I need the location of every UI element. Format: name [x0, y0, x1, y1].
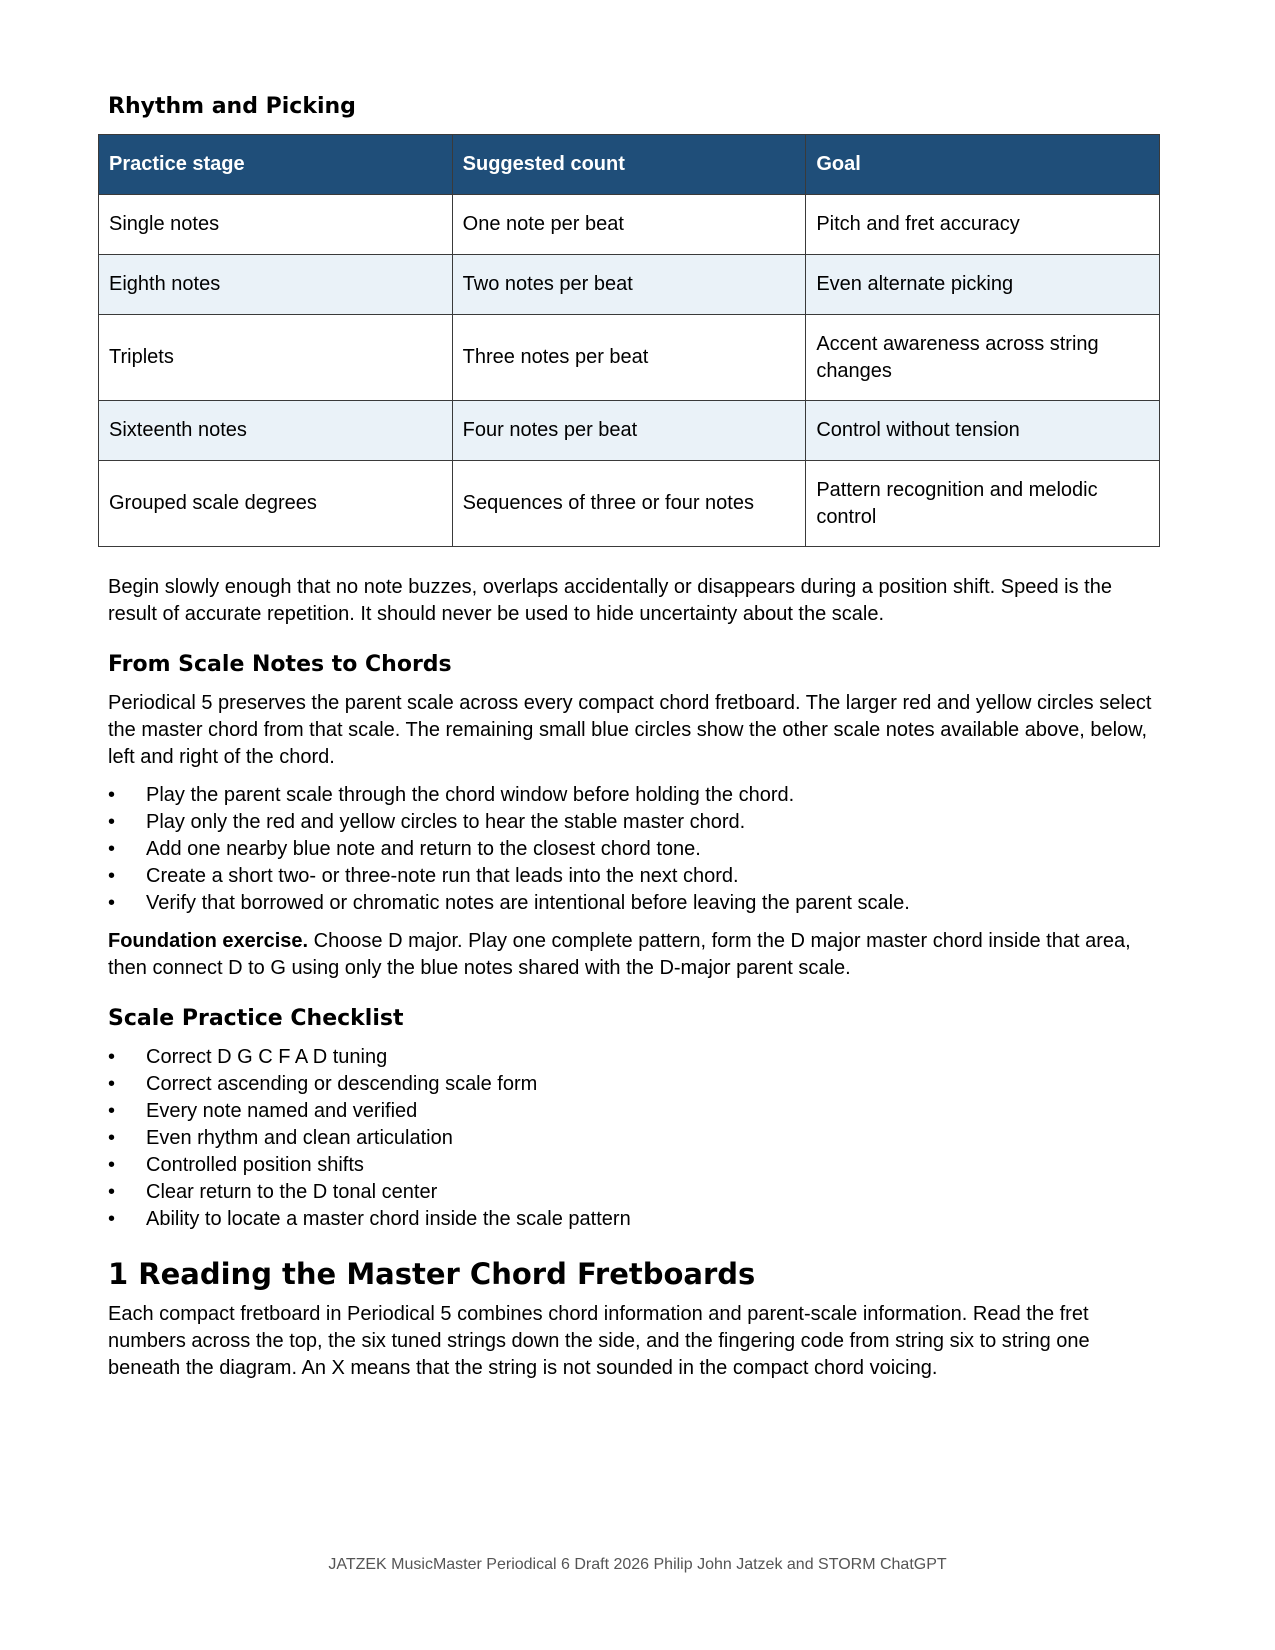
table-cell: Pitch and fret accuracy	[806, 195, 1160, 255]
list-item-text: Controlled position shifts	[146, 1154, 364, 1176]
exercise-label: Foundation exercise.	[108, 930, 309, 952]
table-header-cell: Practice stage	[99, 135, 453, 195]
bullet-icon: •	[108, 1181, 116, 1203]
document-page	[108, 92, 1160, 1382]
list-item-text: Play the parent scale through the chord window before holding the chord.	[146, 784, 795, 806]
table-cell: Three notes per beat	[452, 315, 806, 401]
table-cell: Accent awareness across string changes	[806, 315, 1160, 401]
practice-table	[98, 134, 1160, 547]
reading-paragraph: Each compact fretboard in Periodical 5 combines chord information and parent-scale information. Read the fret numbers across the top, the six tuned strings down the side, and the fingering code from string six to string one beneath the diagram. An X means that the string is not sounded in the compact chord voicing.	[108, 1303, 1090, 1379]
bullet-icon: •	[108, 1208, 116, 1230]
table-cell: Grouped scale degrees	[99, 461, 453, 547]
bullet-icon: •	[108, 1073, 116, 1095]
list-item-text: Ability to locate a master chord inside the scale pattern	[146, 1208, 631, 1230]
list-item-text: Correct ascending or descending scale form	[146, 1073, 538, 1095]
table-row	[99, 195, 1160, 255]
list-item-text: Correct D G C F A D tuning	[146, 1046, 388, 1068]
bullet-icon: •	[108, 865, 116, 887]
table-cell: Sixteenth notes	[99, 401, 453, 461]
table-row	[99, 401, 1160, 461]
table-cell: Eighth notes	[99, 255, 453, 315]
list-item	[108, 863, 1160, 890]
list-item	[108, 1206, 1160, 1233]
table-cell: Control without tension	[806, 401, 1160, 461]
list-item	[108, 1071, 1160, 1098]
table-header-cell: Goal	[806, 135, 1160, 195]
list-item	[108, 782, 1160, 809]
table-row	[99, 315, 1160, 401]
bullet-icon: •	[108, 1046, 116, 1068]
list-item-text: Create a short two- or three-note run that leads into the next chord.	[146, 865, 739, 887]
section-heading-checklist: Scale Practice Checklist	[108, 1006, 404, 1031]
list-item-text: Every note named and verified	[146, 1100, 418, 1122]
bullet-icon: •	[108, 892, 116, 914]
list-item-text: Verify that borrowed or chromatic notes are intentional before leaving the parent scale.	[146, 892, 910, 914]
table-cell: One note per beat	[452, 195, 806, 255]
section-heading-chords: From Scale Notes to Chords	[108, 652, 452, 677]
bullet-icon: •	[108, 811, 116, 833]
list-item	[108, 836, 1160, 863]
table-cell: Two notes per beat	[452, 255, 806, 315]
table-row	[99, 461, 1160, 547]
bullet-icon: •	[108, 784, 116, 806]
page-footer: JATZEK MusicMaster Periodical 6 Draft 2026 Philip John Jatzek and STORM ChatGPT	[328, 1556, 947, 1573]
foundation-exercise-paragraph	[108, 928, 1160, 982]
table-header-row	[99, 135, 1160, 195]
list-item-text: Even rhythm and clean articulation	[146, 1127, 453, 1149]
list-item	[108, 1125, 1160, 1152]
list-item	[108, 1098, 1160, 1125]
bullet-icon: •	[108, 1154, 116, 1176]
table-cell: Four notes per beat	[452, 401, 806, 461]
list-item-text: Add one nearby blue note and return to the closest chord tone.	[146, 838, 701, 860]
chords-paragraph: Periodical 5 preserves the parent scale across every compact chord fretboard. The larger red and yellow circles select the master chord from that scale. The remaining small blue circles show the other scale notes available above, below, left and right of the chord.	[108, 692, 1152, 768]
chords-bullet-list	[108, 782, 1160, 917]
checklist-bullet-list	[108, 1044, 1160, 1233]
exercise-text: Choose D major. Play one complete pattern, form the D major master chord inside that area, then connect D to G using only the blue notes shared with the D-major parent scale.	[108, 930, 1131, 979]
list-item	[108, 1152, 1160, 1179]
rhythm-paragraph: Begin slowly enough that no note buzzes, overlaps accidentally or disappears during a position shift. Speed is the result of accurate repetition. It should never be used to hide uncertainty about the scale.	[108, 576, 1112, 625]
table-cell: Single notes	[99, 195, 453, 255]
list-item-text: Play only the red and yellow circles to hear the stable master chord.	[146, 811, 746, 833]
section-heading-rhythm: Rhythm and Picking	[108, 94, 356, 119]
section-heading-reading: 1 Reading the Master Chord Fretboards	[108, 1257, 756, 1291]
table-header-cell: Suggested count	[452, 135, 806, 195]
list-item	[108, 1179, 1160, 1206]
table-cell: Pattern recognition and melodic control	[806, 461, 1160, 547]
bullet-icon: •	[108, 1127, 116, 1149]
table-cell: Even alternate picking	[806, 255, 1160, 315]
table-row	[99, 255, 1160, 315]
bullet-icon: •	[108, 1100, 116, 1122]
list-item	[108, 890, 1160, 917]
list-item	[108, 809, 1160, 836]
table-cell: Sequences of three or four notes	[452, 461, 806, 547]
list-item	[108, 1044, 1160, 1071]
table-cell: Triplets	[99, 315, 453, 401]
list-item-text: Clear return to the D tonal center	[146, 1181, 438, 1203]
bullet-icon: •	[108, 838, 116, 860]
